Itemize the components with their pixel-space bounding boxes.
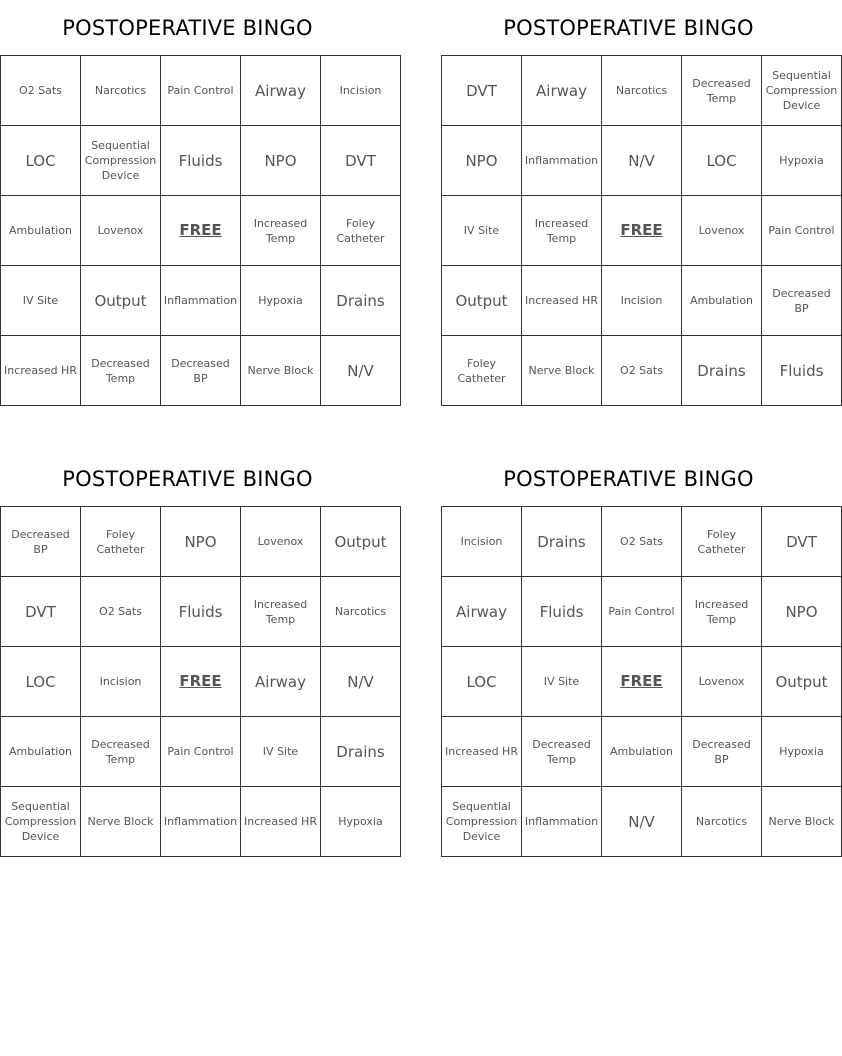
bingo-cell: O2 Sats [81,577,161,647]
bingo-cell: Inflammation [522,126,602,196]
bingo-cell: Drains [321,266,401,336]
bingo-cell: NPO [161,507,241,577]
free-space: FREE [602,196,682,266]
bingo-cell: N/V [602,126,682,196]
bingo-cell: Pain Control [762,196,842,266]
bingo-cell: Increased HR [1,336,81,406]
card-title: POSTOPERATIVE BINGO [62,467,313,491]
bingo-cell: LOC [1,647,81,717]
grid-row [442,336,842,406]
free-space: FREE [602,647,682,717]
grid-row [1,647,401,717]
bingo-cell: Ambulation [1,196,81,266]
bingo-cell: Narcotics [602,56,682,126]
bingo-cell: IV Site [1,266,81,336]
bingo-cell: Lovenox [682,647,762,717]
bingo-cell: Hypoxia [762,717,842,787]
bingo-cell: Hypoxia [762,126,842,196]
bingo-cell: Lovenox [682,196,762,266]
bingo-card [441,10,838,406]
bingo-cell: Decreased BP [161,336,241,406]
bingo-cell: Lovenox [81,196,161,266]
grid-row [1,266,401,336]
card-title: POSTOPERATIVE BINGO [62,16,313,40]
bingo-cell: Foley Catheter [442,336,522,406]
bingo-cell: Increased HR [241,787,321,857]
bingo-cell: Drains [522,507,602,577]
bingo-cell: Inflammation [161,266,241,336]
bingo-cell: O2 Sats [602,336,682,406]
bingo-cell: Hypoxia [321,787,401,857]
bingo-cell: Narcotics [682,787,762,857]
bingo-cell: DVT [1,577,81,647]
bingo-cell: Output [442,266,522,336]
bingo-cell: Decreased BP [682,717,762,787]
bingo-cell: Decreased Temp [522,717,602,787]
bingo-cell: DVT [762,507,842,577]
bingo-cell: Decreased Temp [81,336,161,406]
grid-row [1,126,401,196]
bingo-cell: O2 Sats [602,507,682,577]
bingo-cell: Increased Temp [522,196,602,266]
bingo-cell: Narcotics [321,577,401,647]
bingo-cell: Decreased Temp [81,717,161,787]
bingo-cell: Pain Control [161,717,241,787]
bingo-grid [0,506,401,857]
bingo-cell: Decreased BP [1,507,81,577]
bingo-cell: Hypoxia [241,266,321,336]
bingo-cell: Inflammation [522,787,602,857]
bingo-grid [441,55,842,406]
bingo-cell: Pain Control [602,577,682,647]
grid-row [442,647,842,717]
bingo-cell: IV Site [442,196,522,266]
bingo-cell: Ambulation [1,717,81,787]
bingo-cell: Increased Temp [241,196,321,266]
bingo-cell: Narcotics [81,56,161,126]
bingo-cell: LOC [682,126,762,196]
bingo-cell: Pain Control [161,56,241,126]
card-title: POSTOPERATIVE BINGO [503,467,754,491]
grid-row [1,577,401,647]
bingo-cell: Output [81,266,161,336]
bingo-cell: N/V [321,336,401,406]
bingo-grid [441,506,842,857]
free-space: FREE [161,196,241,266]
bingo-cell: Incision [602,266,682,336]
grid-row [442,56,842,126]
bingo-cell: Foley Catheter [682,507,762,577]
bingo-cell: Drains [682,336,762,406]
grid-row [442,507,842,577]
bingo-cell: Increased Temp [241,577,321,647]
bingo-cell: NPO [442,126,522,196]
grid-row [442,787,842,857]
bingo-card [0,461,387,857]
bingo-cell: Sequential Compression Device [1,787,81,857]
bingo-cell: Foley Catheter [321,196,401,266]
bingo-cell: IV Site [241,717,321,787]
bingo-cell: LOC [1,126,81,196]
bingo-cell: Fluids [161,126,241,196]
bingo-cell: Increased Temp [682,577,762,647]
bingo-cell: NPO [762,577,842,647]
bingo-cell: DVT [321,126,401,196]
bingo-cell: Fluids [762,336,842,406]
bingo-cell: O2 Sats [1,56,81,126]
bingo-cell: Sequential Compression Device [762,56,842,126]
bingo-cell: Fluids [161,577,241,647]
card-title: POSTOPERATIVE BINGO [503,16,754,40]
bingo-cell: NPO [241,126,321,196]
bingo-cell: Incision [442,507,522,577]
bingo-cell: Incision [321,56,401,126]
grid-row [1,507,401,577]
grid-row [1,717,401,787]
bingo-card [0,10,385,406]
bingo-cell: Nerve Block [762,787,842,857]
bingo-cell: Incision [81,647,161,717]
bingo-cell: Lovenox [241,507,321,577]
bingo-cell: Airway [522,56,602,126]
bingo-cell: Increased HR [442,717,522,787]
grid-row [1,196,401,266]
bingo-cell: Foley Catheter [81,507,161,577]
grid-row [442,717,842,787]
bingo-cell: Output [321,507,401,577]
bingo-cell: N/V [602,787,682,857]
bingo-cell: DVT [442,56,522,126]
grid-row [442,577,842,647]
bingo-cell: Sequential Compression Device [442,787,522,857]
bingo-card [441,461,835,857]
bingo-cell: Decreased BP [762,266,842,336]
bingo-cell: LOC [442,647,522,717]
bingo-cell: Airway [241,56,321,126]
bingo-cell: IV Site [522,647,602,717]
bingo-cell: Fluids [522,577,602,647]
grid-row [1,787,401,857]
grid-row [1,336,401,406]
bingo-cell: Sequential Compression Device [81,126,161,196]
bingo-cell: Nerve Block [241,336,321,406]
grid-row [1,56,401,126]
bingo-cell: Drains [321,717,401,787]
grid-row [442,266,842,336]
bingo-cell: Nerve Block [81,787,161,857]
bingo-cell: Ambulation [602,717,682,787]
bingo-cell: Airway [442,577,522,647]
free-space: FREE [161,647,241,717]
bingo-grid [0,55,401,406]
bingo-cell: Airway [241,647,321,717]
grid-row [442,196,842,266]
bingo-cell: Decreased Temp [682,56,762,126]
bingo-cell: Increased HR [522,266,602,336]
bingo-cell: N/V [321,647,401,717]
grid-row [442,126,842,196]
bingo-cell: Nerve Block [522,336,602,406]
bingo-cell: Output [762,647,842,717]
bingo-cell: Inflammation [161,787,241,857]
bingo-cell: Ambulation [682,266,762,336]
